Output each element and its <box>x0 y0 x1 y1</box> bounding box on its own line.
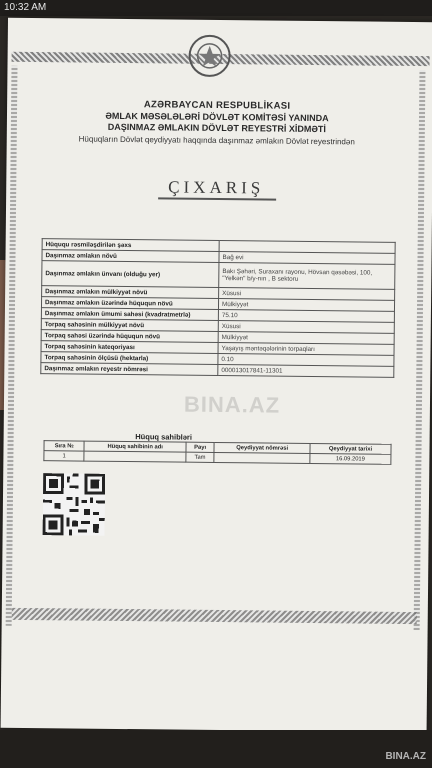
field-label: Torpaq sahəsinin mülkiyyət növü <box>41 319 218 332</box>
owners-cell: 1 <box>44 451 84 461</box>
field-label: Daşınmaz əmlakın ünvanı (olduğu yer) <box>42 261 219 288</box>
owners-cell <box>214 452 310 463</box>
owners-cell: Tam <box>186 452 215 462</box>
field-label: Torpaq sahəsi üzərində hüququn növü <box>41 330 218 343</box>
footer-watermark: BINA.AZ <box>385 751 426 762</box>
field-label: Daşınmaz əmlakın ümumi sahəsi (kvadratmetrlə) <box>41 308 218 321</box>
document-title: ÇIXARIŞ <box>168 177 265 198</box>
field-value: 000013017841-11301 <box>218 364 394 377</box>
owners-cell <box>84 451 186 462</box>
field-value: Mülkiyyət <box>218 331 394 344</box>
status-time: 10:32 AM <box>4 2 47 13</box>
owners-table <box>43 440 391 465</box>
field-label: Torpaq sahəsinin kateqoriyası <box>41 341 218 354</box>
ornament-border-bottom <box>12 608 417 624</box>
header-committee: ƏMLAK MƏSƏLƏLƏRİ DÖVLƏT KOMİTƏSİ YANINDA <box>105 110 329 124</box>
background-floor <box>0 730 432 768</box>
ornament-border-left <box>6 66 18 626</box>
field-value: 75.10 <box>218 309 394 322</box>
field-label: Daşınmaz əmlakın reyestr nömrəsi <box>41 363 218 376</box>
property-details-table <box>40 238 395 378</box>
header-country: AZƏRBAYCAN RESPUBLİKASI <box>143 99 291 112</box>
header-service: DAŞINMAZ ƏMLAKIN DÖVLƏT REYESTRİ XİDMƏTİ <box>107 121 326 135</box>
title-underline <box>158 197 276 200</box>
field-value: Bakı Şəhəri, Suraxanı rayonu, Hövsan qəsəbəsi, 100, "Yelkən" b/y-nın , B sektoru <box>219 262 395 289</box>
ornament-border-right <box>414 70 426 630</box>
table-row <box>42 261 395 290</box>
owners-column-header: Payı <box>186 442 215 452</box>
status-bar <box>0 0 432 16</box>
field-value: 0.10 <box>218 353 394 366</box>
document-header <box>7 98 427 147</box>
owners-column-header: Qeydiyyat tarixi <box>310 443 391 454</box>
header-subtitle: Hüquqların Dövlət qeydiyyatı haqqında daşınmaz əmlakın Dövlət reyestrindən <box>78 134 355 147</box>
field-value: Xüsusi <box>218 320 394 333</box>
owners-cell: 16.09.2019 <box>310 453 391 464</box>
field-label: Daşınmaz əmlakın növü <box>42 250 219 263</box>
document-paper <box>1 18 432 732</box>
owners-title: Hüquq sahibləri <box>135 432 193 442</box>
field-value: Xüsusi <box>219 287 395 300</box>
field-label: Daşınmaz əmlakın mülkiyyət növü <box>42 286 219 299</box>
field-label: Hüququ rəsmiləşdirilən şəxs <box>42 239 219 252</box>
field-value: Mülkiyyət <box>218 298 394 311</box>
field-label: Daşınmaz əmlakın üzərində hüququn növü <box>41 297 218 310</box>
owners-column-header: Sıra № <box>44 441 84 451</box>
state-emblem-icon <box>185 32 234 81</box>
watermark: BINA.AZ <box>183 391 281 418</box>
field-label: Torpaq sahəsinin ölçüsü (hektarla) <box>41 352 218 365</box>
owners-column-header: Qeydiyyat nömrəsi <box>214 442 310 453</box>
owners-column-header: Hüquq sahibinin adı <box>84 441 186 452</box>
field-value: Yaşayış məntəqələrinin torpaqları <box>218 342 394 355</box>
table-row <box>41 363 394 378</box>
field-value: Bağ evi <box>219 251 395 264</box>
qr-code-icon <box>43 473 106 536</box>
